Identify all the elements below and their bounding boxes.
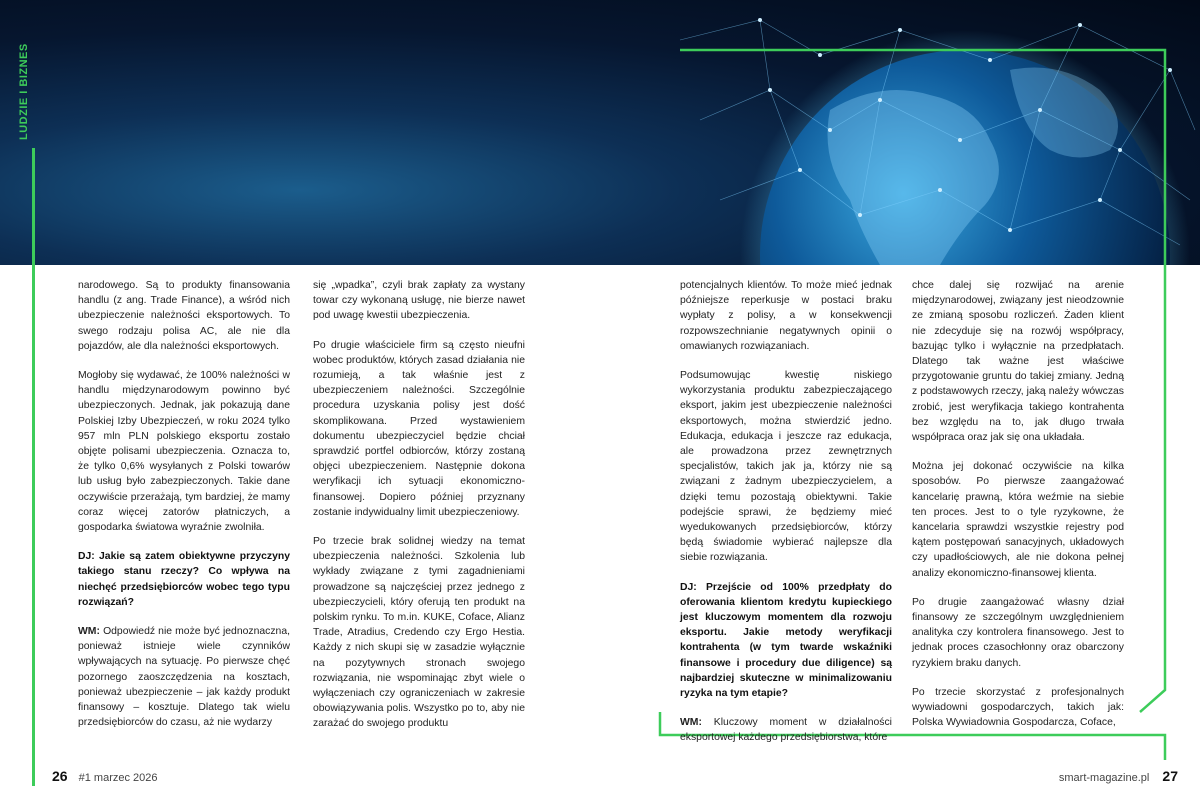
paragraph: Można jej dokonać oczywiście na kilka sposobów. Po pierwsze zaangażować kancelarię prawną, która weźmie na siebie ten proces. Jest to o tyle ryzykowne, że kancelaria sprawdzi wszystkie rejestry pod kątem postępowań sanacyjnych, układowych czy upadłościowych, ale nie dokona pełnej analizy ekonomiczno-finansowej klienta. (912, 461, 1124, 579)
issue-label: #1 marzec 2026 (78, 772, 158, 784)
paragraph: Podsumowując kwestię niskiego wykorzystania produktu zabezpieczającego eksport, jakim jest ubezpieczenie należności eksportowych, można stwierdzić jedno. Edukacja, edukacja i jeszcze raz edukacja, ale prowadzona przez zewnętrznych specjalistów, takich jak ja, którzy nie są związani z żadnym ubezpieczycielem, a dzięki temu pozostają obiektywni. Takie podejście sprawi, że będziemy mieć wyedukowanych przedsiębiorców, którzy będą świadomie wybierać najlepsze dla siebie rozwiązania. (680, 370, 892, 564)
interview-question: DJ: Jakie są zatem obiektywne przyczyny takiego stanu rzeczy? Co wpływa na niechęć przedsiębiorców wobec tego typu rozwiązań? (78, 551, 290, 608)
text-column-4 (912, 278, 1124, 744)
section-label: LUDZIE I BIZNES (18, 43, 30, 140)
paragraph: Po trzecie skorzystać z profesjonalnych wywiadowni gospodarczych, takich jak: Polska Wywiadownia Gospodarcza, Coface, (912, 686, 1124, 729)
text-column-3 (680, 278, 892, 760)
interview-question: DJ: Przejście od 100% przedpłaty do oferowania klientom kredytu kupieckiego jest kluczowym momentem dla rozwoju eksportu. Jakie metody weryfikacji kontrahenta (w tym twarde wskaźniki finansowe i procedury due diligence) są najbardziej skuteczne w minimalizowaniu ryzyka na tym etapie? (680, 581, 892, 700)
website-link[interactable]: smart-magazine.pl (1058, 772, 1150, 784)
speaker-label: WM: (78, 626, 100, 638)
page-number-right: 27 (1162, 768, 1178, 784)
paragraph: Po trzecie brak solidnej wiedzy na temat ubezpieczenia należności. Szkolenia lub wykłady związane z tymi zagadnieniami prowadzone są najczęściej przez jednego z ubezpieczycieli, który oferują ten produkt na polskim rynku. To m.in. KUKE, Coface, Alianz Trade, Atradius, Credendo czy Ergo Hestia. Każdy z nich skupi się w zasadzie wyłącznie na pozytywnych stronach swojego rozwiązania, nie wspominając zbyt wiele o wyłączeniach czy ograniczeniach w zakresie obowiązywania polis. Wszystko po to, aby nie zarażać do swojego produktu (313, 536, 525, 730)
paragraph: się „wpadka”, czyli brak zapłaty za wystany towar czy wykonaną usługę, nie bierze nawet pod uwagę kwestii ubezpieczenia. (313, 280, 525, 322)
paragraph: Po drugie właściciele firm są często nieufni wobec produktów, których zasad działania nie rozumieją, a tak właśnie jest z ubezpieczeniem należności. Szczególnie procedura uzyskania polisy jest dość skomplikowana. Przed wystawieniem dokumentu ubezpieczyciel będzie chciał sprawdzić portfel odbiorców, którzy zostaną objęci ubezpieczeniem. Następnie dokona weryfikacji ich sytuacji ekonomiczno-finansowej. Dopiero później przyznany zostanie indywidualny limit ubezpieczeniowy. (313, 339, 525, 518)
footer-right (1059, 768, 1178, 784)
page-number-left: 26 (52, 768, 68, 784)
paragraph: potencjalnych klientów. To może mieć jednak późniejsze reperkusje w postaci braku wypłaty z polisy, a w konsekwencji rozpowszechnianie negatywnych opinii o omawianych rozwiązaniach. (680, 280, 892, 352)
speaker-label: WM: (680, 717, 702, 729)
paragraph: chce dalej się rozwijać na arenie międzynarodowej, związany jest nieodzownie ze zmianą sposobu rozliczeń. Żaden klient nie zdecyduje się na rozwój współpracy, bazując tylko i wyłącznie na przedpłatach. Dlatego tak ważne jest właściwe przygotowanie gruntu do takiej zmiany. Jedną z podstawowych rzeczy, jaką należy wówczas zrobić, jest weryfikacja takiego kontrahenta bez względu na to, jak długo trwała współpraca oraz jak się ona układała. (912, 280, 1124, 444)
text-column-2 (313, 278, 525, 746)
answer-text: Odpowiedź nie może być jednoznaczna, ponieważ istnieje wiele czynników wpływających na sytuację. Po pierwsze chęć pozornego zaoszczędzenia na kosztach, ponieważ ubezpieczenie – jak każdy produkt finansowy – kosztuje. Dlatego tak wielu przedsiębiorców do czasu, aż nie wydarzy (78, 626, 290, 729)
paragraph: narodowego. Są to produkty finansowania handlu (z ang. Trade Finance), a wśród nich ubezpieczenie należności eksportowych. To swego rodzaju polisa AC, ale nie dla pojazdów, ale dla należności eksportowych. (78, 280, 290, 352)
paragraph-answer (78, 624, 290, 730)
paragraph: Po drugie zaangażować własny dział finansowy ze szczególnym uwzględnieniem analityka czy kontrolera finansowego. Jest to jednak proces czasochłonny oraz obarczony ryzykiem braku danych. (912, 596, 1124, 669)
paragraph-answer (680, 715, 892, 745)
paragraph: Mogłoby się wydawać, że 100% należności w handlu międzynarodowym powinno być ubezpieczonych. Jednak, jak pokazują dane Polskiej Izby Ubezpieczeń, w roku 2024 tylko 957 mln PLN polskiego eksportu zostało objęte polisami ubezpieczenia. Oznacza to, że tylko 0,6% wysyłanych z Polski towarów lub usług było zabezpieczonych. Takie dane oczywiście przerażają, tym bardziej, że mamy coraz więcej zatorów płatniczych, a gospodarka światowa wyraźnie zwolniła. (78, 370, 290, 534)
text-column-1 (78, 278, 290, 744)
footer-left (52, 768, 158, 784)
answer-text: Kluczowy moment w działalności eksportowej każdego przedsiębiorstwa, które (680, 717, 892, 744)
